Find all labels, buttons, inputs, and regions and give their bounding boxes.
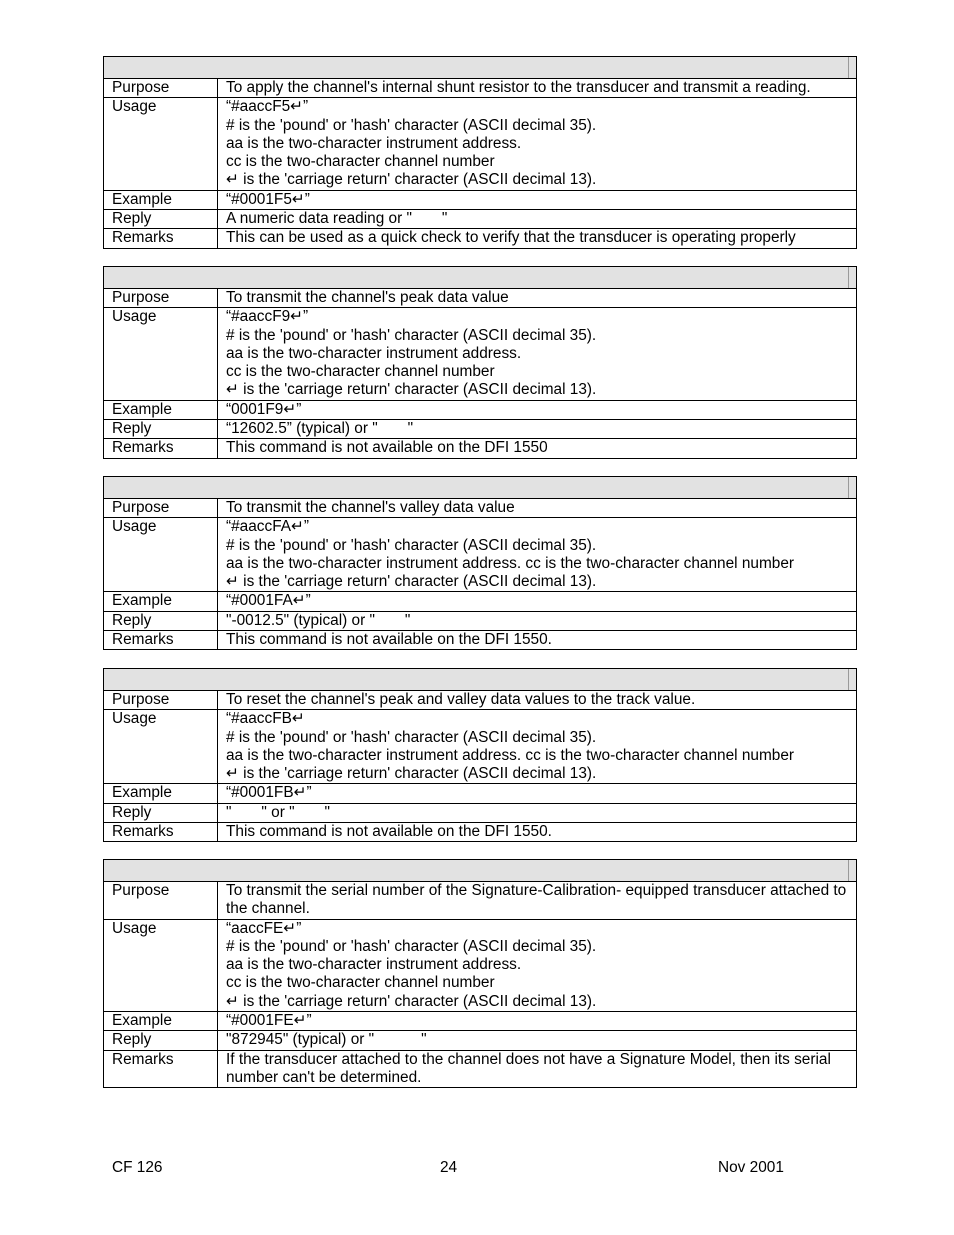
example-row: [104, 1012, 857, 1031]
usage-label: Usage: [104, 308, 218, 400]
usage-line: # is the 'pound' or 'hash' character (ASCII decimal 35).: [226, 326, 597, 344]
usage-line: cc is the two-character channel number: [226, 363, 495, 381]
example-label: Example: [104, 1012, 218, 1031]
usage-line: “#aaccFA↵”: [226, 518, 310, 536]
purpose-label: Purpose: [104, 79, 218, 98]
usage-line: “#aaccF9↵”: [226, 308, 309, 326]
remarks-text: This command is not available on the DFI 1550: [218, 439, 857, 458]
command-table-fe: [103, 859, 857, 1088]
reply-row: [104, 1031, 857, 1050]
usage-line: # is the 'pound' or 'hash' character (ASCII decimal 35).: [226, 937, 597, 955]
purpose-text: To transmit the serial number of the Signature-Calibration- equipped transducer attached to the channel.: [218, 882, 857, 920]
example-text: “#0001FB↵”: [218, 784, 857, 803]
table-header: [104, 669, 857, 691]
remarks-label: Remarks: [104, 631, 218, 650]
purpose-row: [104, 691, 857, 710]
purpose-label: Purpose: [104, 289, 218, 308]
usage-row: [104, 308, 857, 400]
remarks-label: Remarks: [104, 823, 218, 842]
usage-line: cc is the two-character channel number: [226, 974, 495, 992]
command-table-f9: [103, 266, 857, 459]
usage-line: aa is the two-character instrument address.: [226, 134, 522, 152]
remarks-label: Remarks: [104, 439, 218, 458]
reply-row: [104, 210, 857, 229]
reply-label: Reply: [104, 420, 218, 439]
example-text: “#0001F5↵”: [218, 190, 857, 209]
purpose-row: [104, 499, 857, 518]
remarks-text: This can be used as a quick check to verify that the transducer is operating properly: [218, 229, 857, 248]
usage-line: # is the 'pound' or 'hash' character (ASCII decimal 35).: [226, 536, 597, 554]
purpose-text: To transmit the channel's valley data value: [218, 499, 857, 518]
table-header: [104, 477, 857, 499]
command-table-fa: [103, 476, 857, 650]
usage-line: ↵ is the 'carriage return' character (ASCII decimal 13).: [226, 381, 597, 399]
command-table-f5: [103, 56, 857, 249]
reply-text: " " or " ": [218, 803, 857, 822]
remarks-text: This command is not available on the DFI 1550.: [218, 823, 857, 842]
purpose-text: To apply the channel's internal shunt resistor to the transducer and transmit a reading.: [218, 79, 857, 98]
usage-line: aa is the two-character instrument address.: [226, 956, 522, 974]
remarks-row: [104, 823, 857, 842]
footer-date: Nov 2001: [718, 1159, 784, 1176]
usage-line: “#aaccF5↵”: [226, 98, 309, 116]
reply-text: "872945" (typical) or " ": [218, 1031, 857, 1050]
table-header: [104, 860, 857, 882]
purpose-label: Purpose: [104, 691, 218, 710]
usage-text: [218, 518, 857, 592]
example-text: “#0001FE↵”: [218, 1012, 857, 1031]
remarks-row: [104, 631, 857, 650]
table-header: [104, 57, 857, 79]
usage-line: cc is the two-character channel number: [226, 153, 495, 171]
usage-line: “#aaccFB↵: [226, 710, 305, 728]
reply-label: Reply: [104, 611, 218, 630]
usage-line: ↵ is the 'carriage return' character (ASCII decimal 13).: [226, 171, 597, 189]
purpose-text: To transmit the channel's peak data value: [218, 289, 857, 308]
usage-line: # is the 'pound' or 'hash' character (ASCII decimal 35).: [226, 116, 597, 134]
usage-row: [104, 710, 857, 784]
purpose-row: [104, 289, 857, 308]
remarks-label: Remarks: [104, 1050, 218, 1088]
reply-label: Reply: [104, 803, 218, 822]
example-row: [104, 784, 857, 803]
example-label: Example: [104, 784, 218, 803]
reply-row: [104, 803, 857, 822]
example-label: Example: [104, 592, 218, 611]
remarks-label: Remarks: [104, 229, 218, 248]
usage-text: [218, 710, 857, 784]
usage-line: ↵ is the 'carriage return' character (ASCII decimal 13).: [226, 765, 597, 783]
reply-label: Reply: [104, 1031, 218, 1050]
usage-label: Usage: [104, 98, 218, 190]
reply-row: [104, 420, 857, 439]
usage-line: aa is the two-character instrument address. cc is the two-character channel number: [226, 746, 795, 764]
reply-text: "-0012.5" (typical) or " ": [218, 611, 857, 630]
purpose-row: [104, 79, 857, 98]
purpose-row: [104, 882, 857, 920]
usage-label: Usage: [104, 919, 218, 1011]
usage-text: [218, 98, 857, 190]
example-row: [104, 400, 857, 419]
remarks-row: [104, 229, 857, 248]
example-row: [104, 592, 857, 611]
usage-row: [104, 919, 857, 1011]
usage-line: aa is the two-character instrument address.: [226, 344, 522, 362]
example-text: “0001F9↵”: [218, 400, 857, 419]
usage-row: [104, 98, 857, 190]
footer-document-id: CF 126: [112, 1159, 163, 1176]
purpose-text: To reset the channel's peak and valley data values to the track value.: [218, 691, 857, 710]
purpose-label: Purpose: [104, 882, 218, 920]
usage-label: Usage: [104, 710, 218, 784]
reply-text: A numeric data reading or " ": [218, 210, 857, 229]
usage-text: [218, 308, 857, 400]
remarks-text: If the transducer attached to the channel does not have a Signature Model, then its serial number can't be determined.: [218, 1050, 857, 1088]
purpose-label: Purpose: [104, 499, 218, 518]
usage-text: [218, 919, 857, 1011]
remarks-row: [104, 439, 857, 458]
example-text: “#0001FA↵”: [218, 592, 857, 611]
example-row: [104, 190, 857, 209]
usage-row: [104, 518, 857, 592]
usage-line: ↵ is the 'carriage return' character (ASCII decimal 13).: [226, 573, 597, 591]
reply-row: [104, 611, 857, 630]
usage-line: “aaccFE↵”: [226, 919, 302, 937]
usage-label: Usage: [104, 518, 218, 592]
reply-text: “12602.5” (typical) or " ": [218, 420, 857, 439]
command-table-fb: [103, 668, 857, 842]
reply-label: Reply: [104, 210, 218, 229]
example-label: Example: [104, 190, 218, 209]
usage-line: ↵ is the 'carriage return' character (ASCII decimal 13).: [226, 992, 597, 1010]
example-label: Example: [104, 400, 218, 419]
usage-line: aa is the two-character instrument address. cc is the two-character channel number: [226, 554, 795, 572]
table-header: [104, 267, 857, 289]
remarks-row: [104, 1050, 857, 1088]
remarks-text: This command is not available on the DFI 1550.: [218, 631, 857, 650]
usage-line: # is the 'pound' or 'hash' character (ASCII decimal 35).: [226, 728, 597, 746]
footer-page-number: 24: [440, 1159, 458, 1176]
